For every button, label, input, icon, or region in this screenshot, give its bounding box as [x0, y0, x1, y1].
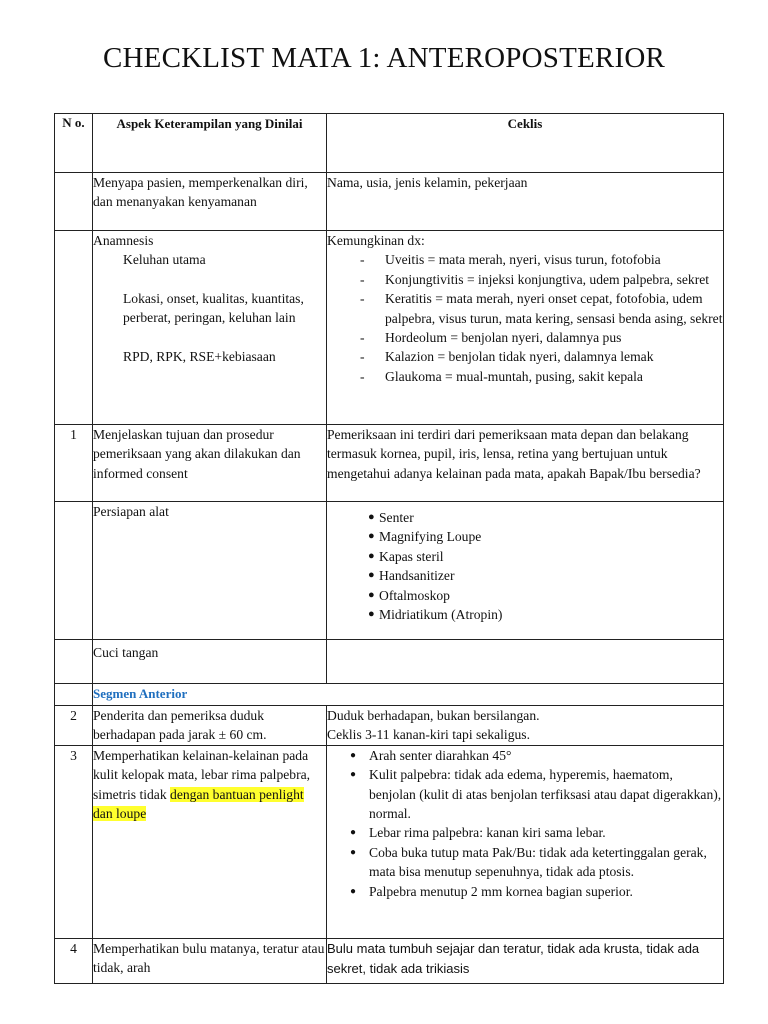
table-row: [55, 502, 724, 640]
list-item: - Hordeolum = benjolan nyeri, dalamnya pus: [360, 328, 723, 347]
list-item: ● Senter: [368, 508, 723, 527]
aspect-cell: Penderita dan pemeriksa duduk berhadapan pada jarak ± 60 cm.: [93, 706, 327, 746]
check-cell: Bulu mata tumbuh sejajar dan teratur, tidak ada krusta, tidak ada sekret, tidak ada trikiasis: [327, 938, 724, 983]
check-line: Duduk berhadapan, bukan bersilangan.: [327, 708, 540, 723]
diagnosis-title: Kemungkinan dx:: [327, 233, 425, 248]
list-item: - Konjungtivitis = injeksi konjungtiva, udem palpebra, sekret: [360, 270, 723, 289]
aspect-cell: Persiapan alat: [93, 502, 327, 640]
list-item: - Uveitis = mata merah, nyeri, visus turun, fotofobia: [360, 250, 723, 269]
row-number: 1: [55, 425, 93, 502]
list-item: ● Midriatikum (Atropin): [368, 605, 723, 624]
list-item: ● Magnifying Loupe: [368, 527, 723, 546]
check-cell: [327, 706, 724, 746]
aspect-cell: Cuci tangan: [93, 640, 327, 684]
list-item: - Glaukoma = mual-muntah, pusing, sakit kepala: [360, 367, 723, 386]
header-aspect: Aspek Keterampilan yang Dinilai: [93, 114, 327, 173]
section-label: Segmen Anterior: [93, 684, 724, 706]
check-cell: [327, 640, 724, 684]
tools-list: [327, 502, 723, 624]
row-number: [55, 231, 93, 425]
aspect-cell: Memperhatikan bulu matanya, teratur atau tidak, arah: [93, 938, 327, 983]
row-number: [55, 640, 93, 684]
list-item: ● Arah senter diarahkan 45°: [350, 746, 723, 765]
list-item: ● Kulit palpebra: tidak ada edema, hyperemis, haematom, benjolan (kulit di atas benjolan terfiksasi atau dapat digerakkan), normal.: [350, 765, 723, 823]
row-number: 2: [55, 706, 93, 746]
list-item: ● Kapas steril: [368, 547, 723, 566]
list-item: ● Handsanitizer: [368, 566, 723, 585]
aspect-cell: Menyapa pasien, memperkenalkan diri, dan menanyakan kenyamanan: [93, 173, 327, 231]
check-cell: Pemeriksaan ini terdiri dari pemeriksaan mata depan dan belakang termasuk kornea, pupil, iris, lensa, retina yang bertujuan untuk mengetahui adanya kelainan pada mata, apakah Bapak/Ibu bersedia?: [327, 425, 724, 502]
list-item: ● Oftalmoskop: [368, 586, 723, 605]
table-row: [55, 938, 724, 983]
diagnosis-list: [327, 250, 723, 386]
table-row: [55, 640, 724, 684]
row-number: 3: [55, 745, 93, 938]
table-row: [55, 231, 724, 425]
complaint-details: Lokasi, onset, kualitas, kuantitas, perberat, peringan, keluhan lain: [123, 290, 304, 326]
table-row: [55, 706, 724, 746]
header-no: N o.: [55, 114, 93, 173]
table-row: [55, 745, 724, 938]
list-item: - Kalazion = benjolan tidak nyeri, dalamnya lemak: [360, 347, 723, 366]
row-number: 4: [55, 938, 93, 983]
check-line: Ceklis 3-11 kanan-kiri tapi sekaligus.: [327, 727, 530, 743]
aspect-cell: [93, 745, 327, 938]
anamnesis-title: Anamnesis: [93, 233, 154, 248]
row-number: [55, 684, 93, 706]
list-item: ● Lebar rima palpebra: kanan kiri sama lebar.: [350, 823, 723, 842]
page-title: CHECKLIST MATA 1: ANTEROPOSTERIOR: [102, 42, 666, 74]
check-cell: Nama, usia, jenis kelamin, pekerjaan: [327, 173, 724, 231]
list-item: ● Coba buka tutup mata Pak/Bu: tidak ada ketertinggalan gerak, mata bisa menutup sepenuhnya, tidak ada ptosis.: [350, 843, 723, 882]
check-cell: [327, 502, 724, 640]
section-row: [55, 684, 724, 706]
chief-complaint: Keluhan utama: [123, 252, 206, 268]
aspect-cell: Menjelaskan tujuan dan prosedur pemeriksaan yang akan dilakukan dan informed consent: [93, 425, 327, 502]
aspect-cell: [93, 231, 327, 425]
table-row: [55, 173, 724, 231]
eyelid-checklist: [327, 746, 723, 901]
highlighted-text: dengan bantuan penlight dan loupe: [93, 786, 304, 822]
list-item: - Keratitis = mata merah, nyeri onset cepat, fotofobia, udem palpebra, visus turun, mata kering, sensasi benda asing, sekret: [360, 289, 723, 328]
checklist-table: [54, 113, 724, 984]
aspect-text: Memperhatikan kelainan-kelainan pada kulit kelopak mata, lebar rima palpebra, simetris tidak: [93, 747, 311, 802]
check-cell: [327, 745, 724, 938]
header-check: Ceklis: [327, 114, 724, 173]
table-header-row: [55, 114, 724, 173]
history-text: RPD, RPK, RSE+kebiasaan: [123, 348, 276, 364]
list-item: ● Palpebra menutup 2 mm kornea bagian superior.: [350, 882, 723, 901]
table-row: [55, 425, 724, 502]
row-number: [55, 173, 93, 231]
row-number: [55, 502, 93, 640]
check-cell: [327, 231, 724, 425]
